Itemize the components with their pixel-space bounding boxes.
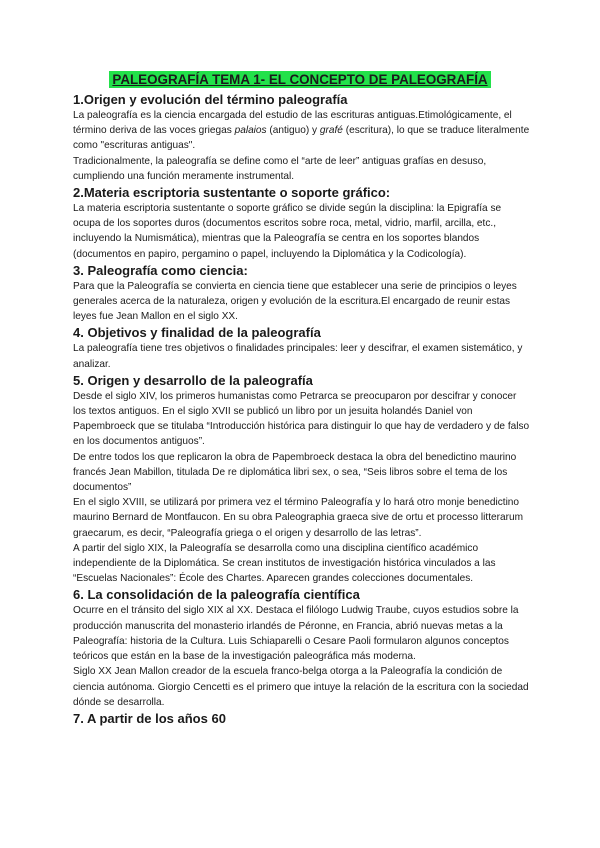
section-heading: 5. Origen y desarrollo de la paleografía (73, 372, 313, 388)
paragraph: A partir del siglo XIX, la Paleografía se desarrolla como una disciplina científico académico independiente de la Diplomática. Se crean institutos de investigación histórica vinculados a las “Escuelas Nacionales”: École des Chartes. Aparecen grandes colecciones documentales. (73, 542, 496, 585)
section-heading: 4. Objetivos y finalidad de la paleografía (73, 325, 321, 341)
document-body (73, 91, 531, 727)
paragraph: En el siglo XVIII, se utilizará por primera vez el término Paleografía y lo hará otro monje benedictino maurino Bernard de Montfaucon. En su obra Paleographia graeca sive de ortu et processo litterarum graecarum, es decir, “Paleografía griega o el origen y desarrollo de las letras”. (73, 497, 523, 539)
paragraph: Ocurre en el tránsito del siglo XIX al XX. Destaca el filólogo Ludwig Traube, cuyos estudios sobre la producción manuscrita del monasterio irlandés de Péronne, en Francia, abrió nuevas metas a la Paleografía: historia de la Cultura. Luis Schiaparelli o Cesare Paoli formularon algunos conceptos teóricos que están en la base de la investigación paleográfica más moderna. (73, 605, 519, 663)
section-heading: 6. La consolidación de la paleografía científica (73, 587, 360, 603)
paragraph: La materia escriptoria sustentante o soporte gráfico se divide según la disciplina: la Epigrafía se ocupa de los soportes duros (documentos escritos sobre roca, metal, vidrio, marfil, arcilla, etc., incluyendo la Numismática), mientras que la Paleografía se centra en los soportes blandos (documentos en papiro, pergamino o papel, incluyendo la Diplomática y la Codicología). (73, 203, 502, 260)
paragraph: Para que la Paleografía se convierta en ciencia tiene que establecer una serie de principios o leyes generales acerca de la naturaleza, origen y evolución de la escritura.El encargado de reunir estas leyes fue Jean Mallon en el siglo XX. (73, 280, 517, 323)
document-title: PALEOGRAFÍA TEMA 1- EL CONCEPTO DE PALEOGRAFÍA (109, 71, 490, 88)
section-heading: 1.Origen y evolución del término paleografía (73, 92, 348, 107)
title-wrapper (0, 71, 600, 89)
paragraph: Desde el siglo XIV, los primeros humanistas como Petrarca se preocuparon por descifrar y conocer los textos antiguos. En el siglo XVII se publicó un libro por un jesuita holandés Daniel von Papembroeck que se titulaba “Introducción histórica para distinguir lo que hay de verdadero y de falso en los documentos antiguos”. (73, 390, 530, 448)
term-palaios: palaios (234, 125, 267, 137)
paragraph: De entre todos los que replicaron la obra de Papembroeck destaca la obra del benedictino maurino francés Jean Mabillon, titulada De re diplomática libri sex, o sea, “Seis libros sobre el tema de los documentos” (73, 451, 517, 494)
paragraph: Tradicionalmente, la paleografía se define como el “arte de leer” antiguas grafías en desuso, cumpliendo una función meramente instrumental. (73, 155, 487, 182)
section-heading: 2.Materia escriptoria sustentante o soporte gráfico: (73, 185, 391, 201)
term-grafe: grafé (319, 125, 343, 137)
paragraph: La paleografía tiene tres objetivos o finalidades principales: leer y descifrar, el examen sistemático, y analizar. (73, 343, 523, 370)
section-heading: 7. A partir de los años 60 (73, 710, 226, 726)
paragraph: Siglo XX Jean Mallon creador de la escuela franco-belga otorga a la Paleografía la condición de ciencia autónoma. Giorgio Cencetti es el primero que intuye la relación de la escritura con la sociedad dónde se desarrolla. (73, 666, 529, 708)
section-heading: 3. Paleografía como ciencia: (73, 262, 248, 278)
paragraph: La paleografía es la ciencia encargada del estudio de las escrituras antiguas.Etimológicamente, el término deriva de las voces griegas palaios (antiguo) y grafé (escritura), lo que se traduce literalmente como "escrituras antiguas". (73, 110, 530, 152)
